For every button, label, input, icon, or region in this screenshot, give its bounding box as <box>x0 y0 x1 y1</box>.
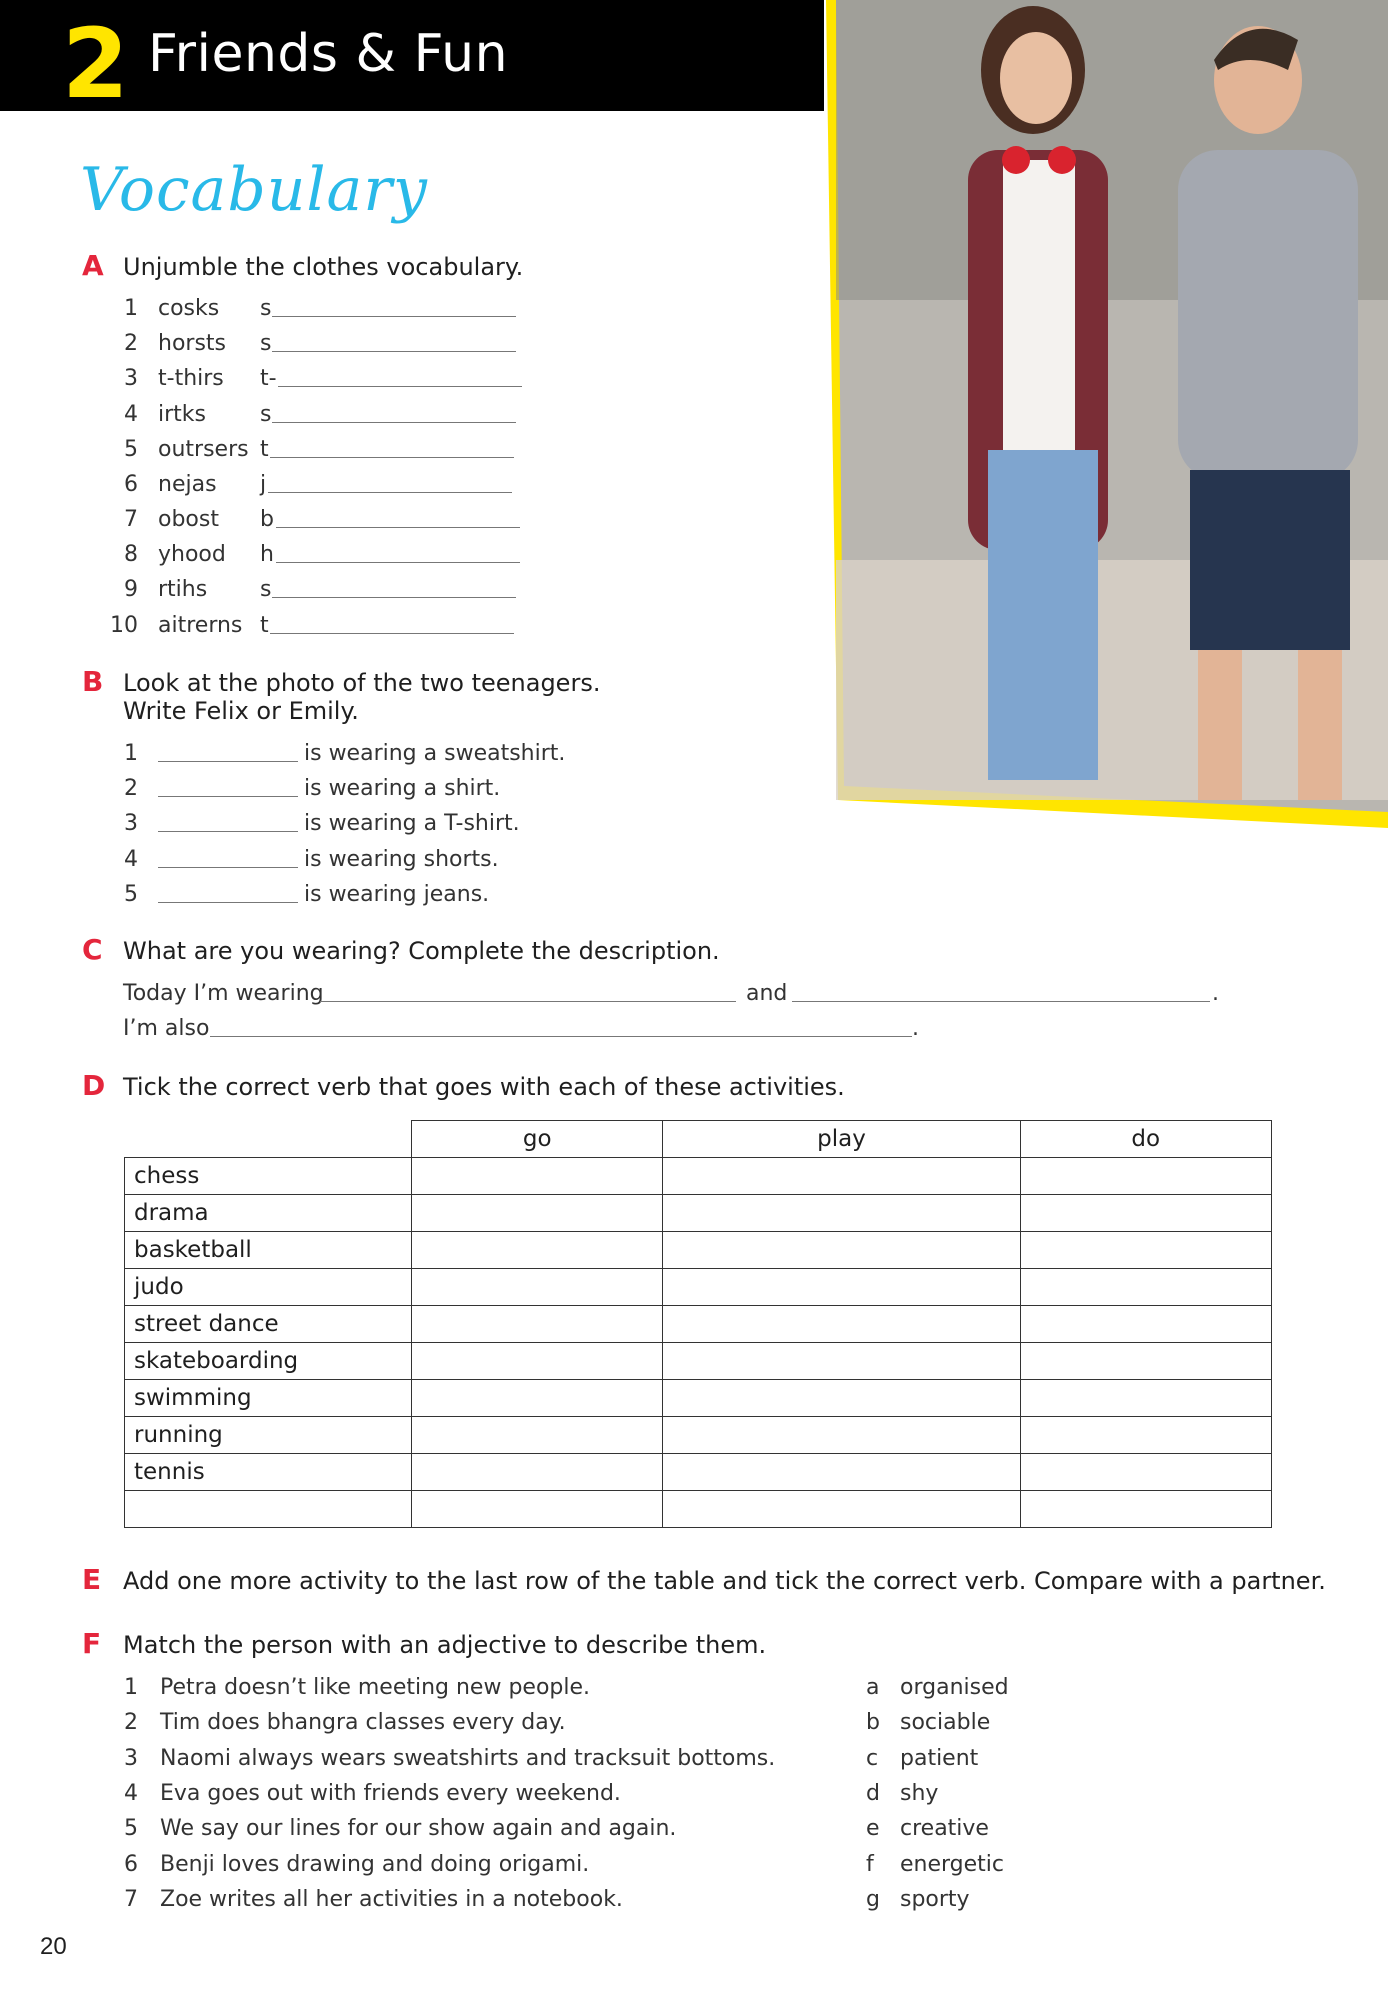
tick-cell[interactable] <box>1020 1306 1271 1343</box>
answer-line[interactable] <box>158 796 298 797</box>
table-row <box>125 1454 1272 1491</box>
table-corner <box>125 1121 412 1158</box>
tick-cell[interactable] <box>412 1232 663 1269</box>
activities-table <box>124 1120 1272 1528</box>
tick-cell[interactable] <box>1020 1454 1271 1491</box>
answer-line[interactable] <box>792 1001 1210 1002</box>
unit-title: Friends & Fun <box>148 24 509 84</box>
answer-line[interactable] <box>272 422 516 423</box>
tick-cell[interactable] <box>1020 1380 1271 1417</box>
table-row <box>125 1269 1272 1306</box>
exercise-f-letter: F <box>82 1627 102 1660</box>
answer-line[interactable] <box>276 562 520 563</box>
column-play: play <box>663 1121 1020 1158</box>
activity-label: running <box>125 1417 412 1454</box>
section-title: Vocabulary <box>80 155 428 225</box>
table-row <box>125 1380 1272 1417</box>
tick-cell[interactable] <box>412 1158 663 1195</box>
activity-label: tennis <box>125 1454 412 1491</box>
tick-cell[interactable] <box>663 1232 1020 1269</box>
tick-cell[interactable] <box>412 1380 663 1417</box>
tick-cell[interactable] <box>1020 1269 1271 1306</box>
answer-line[interactable] <box>210 1036 912 1037</box>
unit-number: 2 <box>62 8 129 120</box>
tick-cell[interactable] <box>663 1417 1020 1454</box>
exercise-b-instruction-line1: Look at the photo of the two teenagers. <box>123 669 601 697</box>
activity-label: chess <box>125 1158 412 1195</box>
teenagers-photo <box>818 0 1388 830</box>
tick-cell[interactable] <box>663 1158 1020 1195</box>
tick-cell[interactable] <box>663 1195 1020 1232</box>
tick-cell[interactable] <box>663 1269 1020 1306</box>
page-number: 20 <box>40 1933 67 1960</box>
tick-cell[interactable] <box>1020 1417 1271 1454</box>
activity-label: drama <box>125 1195 412 1232</box>
activity-label: street dance <box>125 1306 412 1343</box>
exercise-f-instruction: Match the person with an adjective to describe them. <box>123 1631 767 1659</box>
exercise-c-letter: C <box>82 933 103 966</box>
answer-line[interactable] <box>272 316 516 317</box>
tick-cell[interactable] <box>1020 1195 1271 1232</box>
exercise-a-instruction: Unjumble the clothes vocabulary. <box>123 253 524 281</box>
exercise-e-letter: E <box>82 1563 102 1596</box>
answer-line[interactable] <box>276 527 520 528</box>
tick-cell[interactable] <box>1020 1232 1271 1269</box>
teenagers-photo-illustration <box>818 0 1388 830</box>
table-header-row <box>125 1121 1272 1158</box>
tick-cell[interactable] <box>1020 1491 1271 1528</box>
answer-line[interactable] <box>158 902 298 903</box>
answer-line[interactable] <box>268 492 512 493</box>
answer-line[interactable] <box>158 831 298 832</box>
tick-cell[interactable] <box>663 1343 1020 1380</box>
tick-cell[interactable] <box>663 1306 1020 1343</box>
table-row <box>125 1195 1272 1232</box>
activity-label: swimming <box>125 1380 412 1417</box>
exercise-a-letter: A <box>82 249 104 282</box>
exercise-c-instruction: What are you wearing? Complete the description. <box>123 937 720 965</box>
description-period: . <box>1212 981 1219 1006</box>
tick-cell[interactable] <box>412 1491 663 1528</box>
answer-line[interactable] <box>158 867 298 868</box>
column-go: go <box>412 1121 663 1158</box>
column-do: do <box>1020 1121 1271 1158</box>
answer-line[interactable] <box>272 597 516 598</box>
activity-label: basketball <box>125 1232 412 1269</box>
answer-line[interactable] <box>270 457 514 458</box>
answer-line[interactable] <box>270 633 514 634</box>
activity-label: skateboarding <box>125 1343 412 1380</box>
tick-cell[interactable] <box>412 1195 663 1232</box>
answer-line[interactable] <box>320 1001 736 1002</box>
exercise-d-instruction: Tick the correct verb that goes with each of these activities. <box>123 1073 845 1101</box>
tick-cell[interactable] <box>1020 1343 1271 1380</box>
answer-line[interactable] <box>158 761 298 762</box>
exercise-d-letter: D <box>82 1069 106 1102</box>
activity-label: judo <box>125 1269 412 1306</box>
table-row <box>125 1158 1272 1195</box>
description-line-1: Today I’m wearing <box>123 981 324 1006</box>
description-and: and <box>746 981 788 1006</box>
tick-cell[interactable] <box>663 1380 1020 1417</box>
table-row <box>125 1417 1272 1454</box>
answer-line[interactable] <box>278 386 522 387</box>
description-line-2: I’m also <box>123 1016 210 1041</box>
table-row <box>125 1232 1272 1269</box>
exercise-e-instruction: Add one more activity to the last row of the table and tick the correct verb. Compare with a partner. <box>123 1567 1326 1595</box>
tick-cell[interactable] <box>1020 1158 1271 1195</box>
activity-label-blank[interactable] <box>125 1491 412 1528</box>
table-row <box>125 1306 1272 1343</box>
exercise-b-letter: B <box>82 665 104 698</box>
answer-line[interactable] <box>272 351 516 352</box>
tick-cell[interactable] <box>412 1269 663 1306</box>
description-period: . <box>912 1016 919 1041</box>
tick-cell[interactable] <box>412 1454 663 1491</box>
exercise-b-instruction-line2: Write Felix or Emily. <box>123 697 359 725</box>
tick-cell[interactable] <box>663 1454 1020 1491</box>
tick-cell[interactable] <box>663 1491 1020 1528</box>
tick-cell[interactable] <box>412 1417 663 1454</box>
table-row <box>125 1343 1272 1380</box>
table-row <box>125 1491 1272 1528</box>
tick-cell[interactable] <box>412 1306 663 1343</box>
tick-cell[interactable] <box>412 1343 663 1380</box>
